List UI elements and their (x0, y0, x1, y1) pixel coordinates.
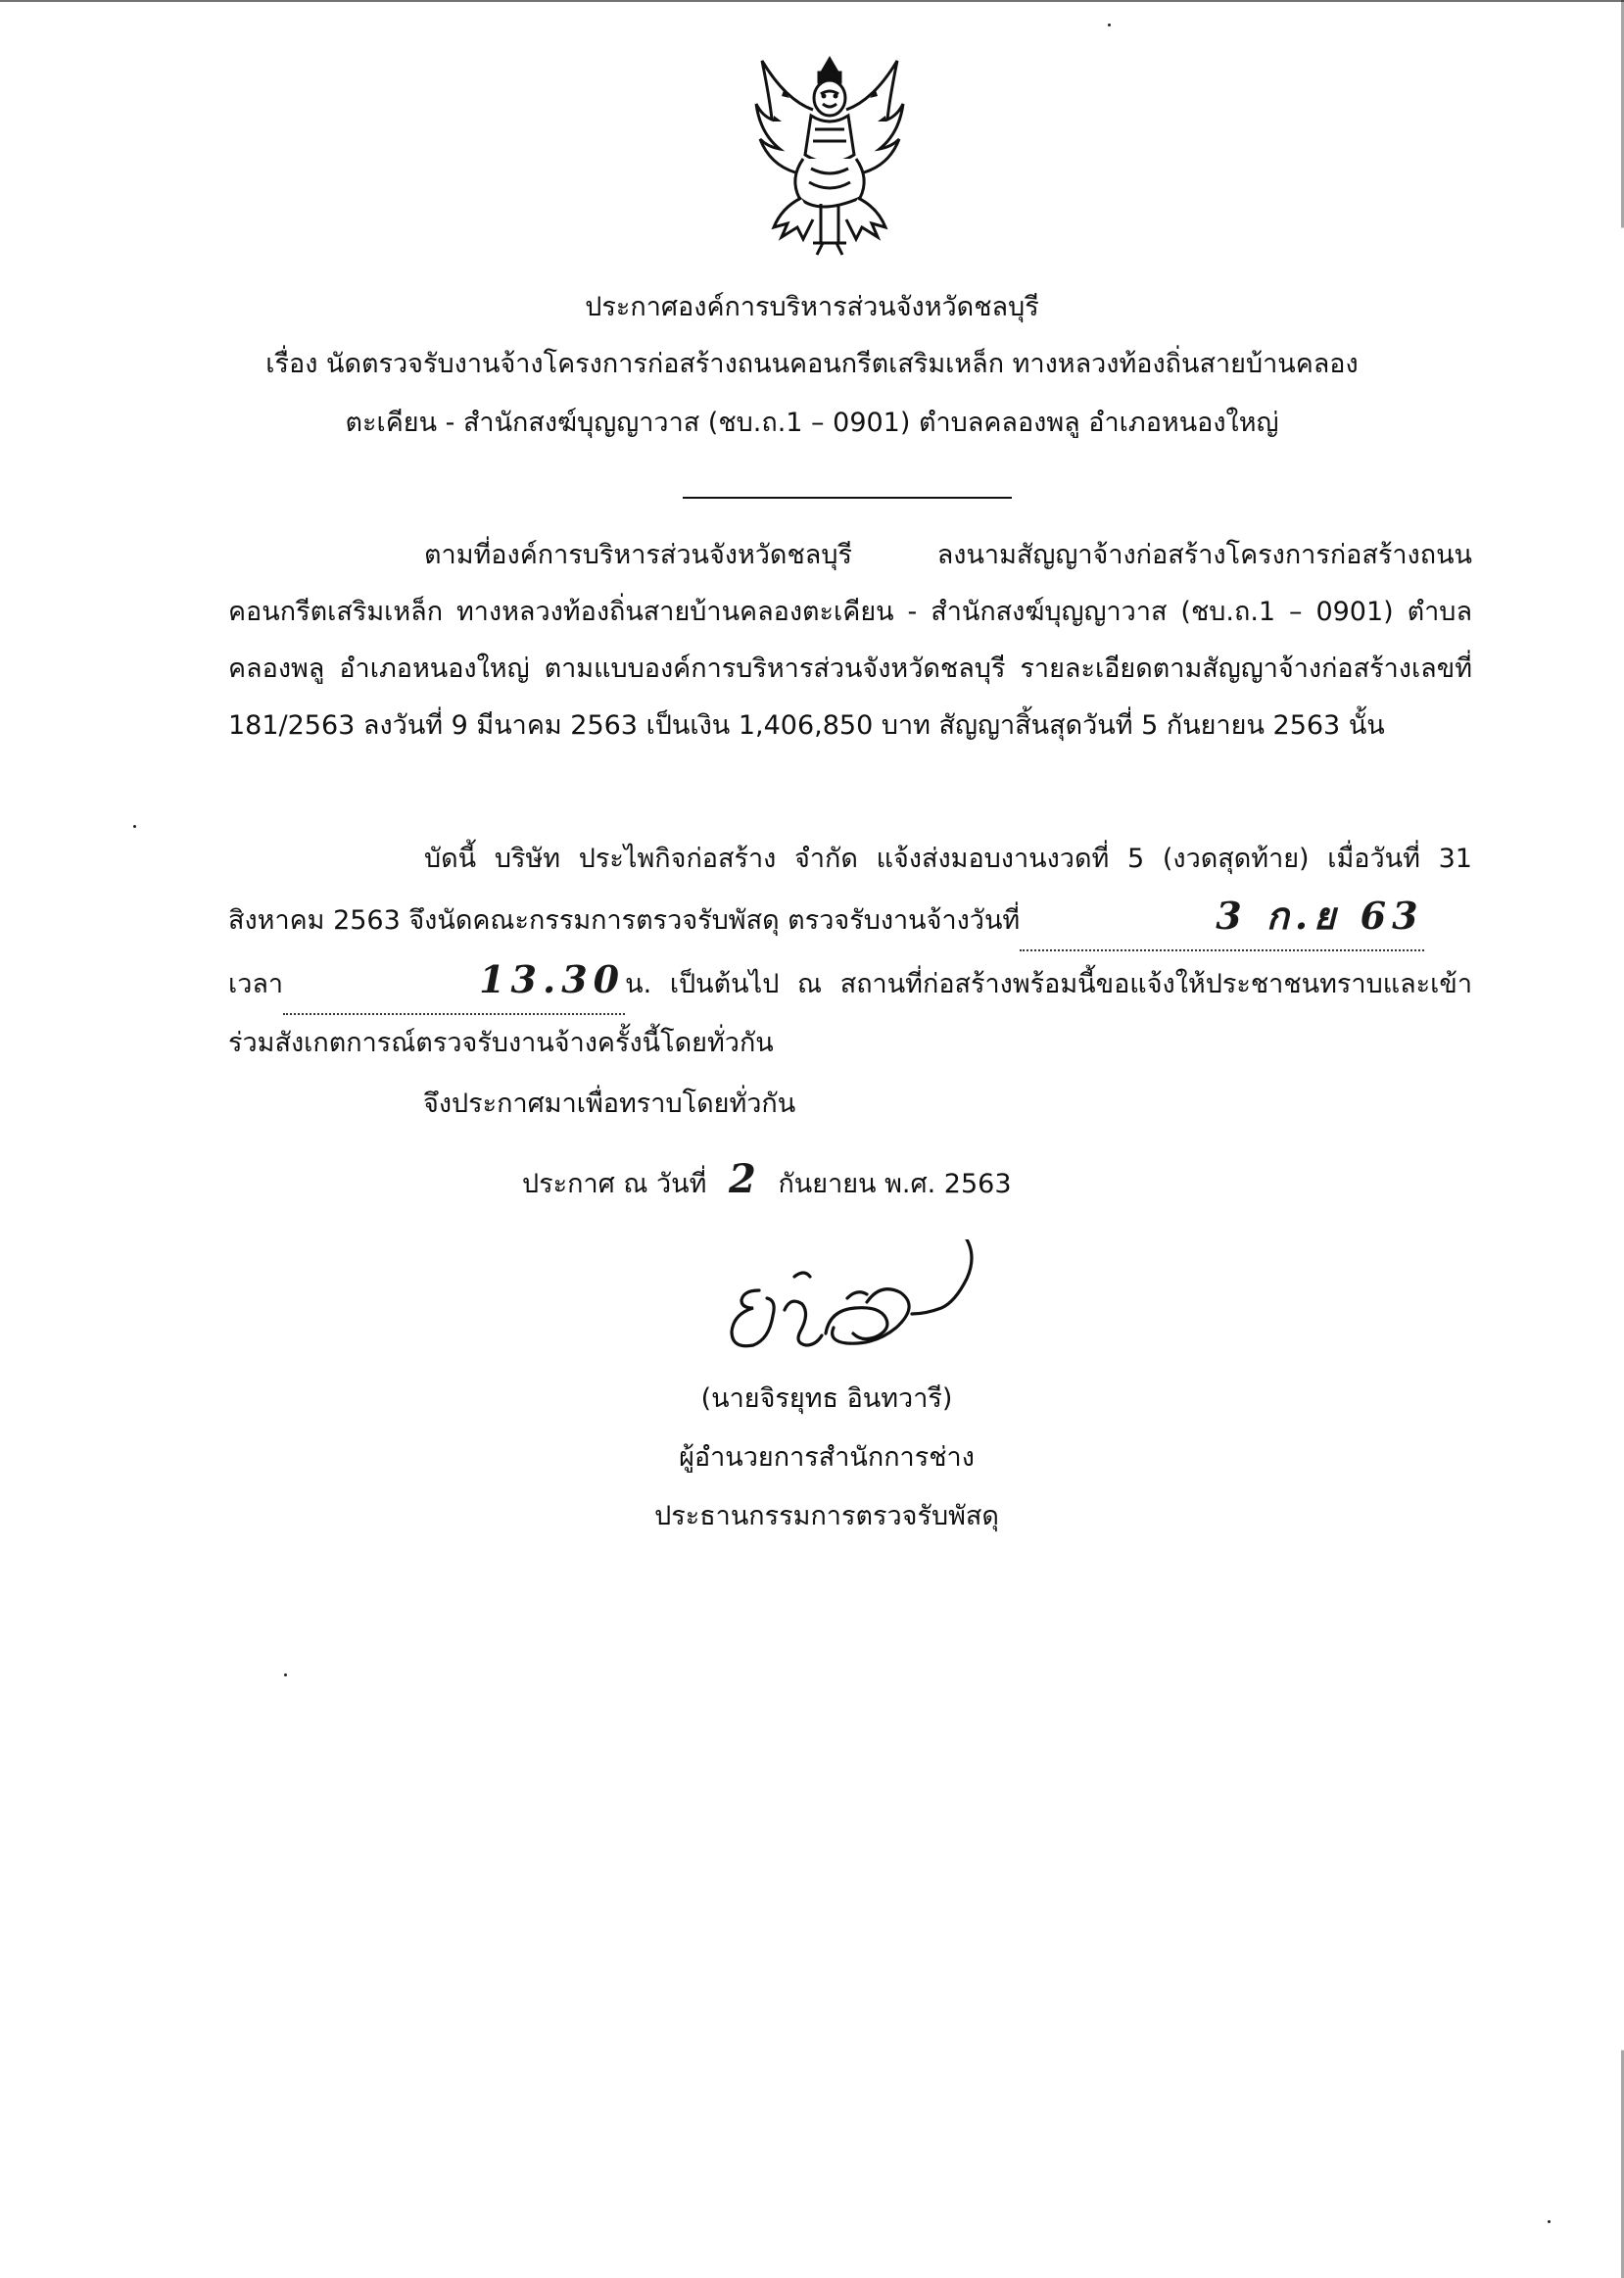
handwritten-signature (720, 1239, 999, 1377)
document-title: ประกาศองค์การบริหารส่วนจังหวัดชลบุรี (585, 292, 1039, 322)
announcement-date (522, 1156, 1012, 1204)
scan-border (0, 0, 1624, 2)
scan-speck (1108, 24, 1111, 26)
body-text: น. เป็นต้นไป ณ สถานที่ก่อสร้างพร้อมนี้ขอแจ้งให้ประชาชนทราบและเข้าร่วมสังเกตการณ์ตรวจรับงานจ้างครั้งนี้โดยทั่วกัน (228, 969, 1472, 1058)
body-paragraph (228, 831, 1472, 1072)
subject-line: ตะเคียน - สำนักสงฆ์บุญญาวาส (ชบ.ถ.1 – 0901) ตำบลคลองพลู อำเภอหนองใหญ่ (345, 408, 1279, 438)
body-paragraph: ตามที่องค์การบริหารส่วนจังหวัดชลบุรี ลงนามสัญญาจ้างก่อสร้างโครงการก่อสร้างถนนคอนกรีตเสริมเหล็ก ทางหลวงท้องถิ่นสายบ้านคลองตะเคียน - สำนักสงฆ์บุญญาวาส (ชบ.ถ.1 – 0901) ตำบลคลองพลู อำเภอหนองใหญ่ ตามแบบองค์การบริหารส่วนจังหวัดชลบุรี รายละเอียดตามสัญญาจ้างก่อสร้างเลขที่ 181/2563 ลงวันที่ 9 มีนาคม 2563 เป็นเงิน 1,406,850 บาท สัญญาสิ้นสุดวันที่ 5 กันยายน 2563 นั้น (228, 540, 1472, 741)
date-fill-field (1020, 888, 1423, 951)
closing-statement: จึงประกาศมาเพื่อทราบโดยทั่วกัน (423, 1089, 796, 1119)
scan-speck (1548, 2220, 1551, 2223)
scan-speck (133, 825, 136, 828)
handwritten-time: 13.30 (479, 957, 626, 1001)
subject-line: เรื่อง นัดตรวจรับงานจ้างโครงการก่อสร้างถนนคอนกรีตเสริมเหล็ก ทางหลวงท้องถิ่นสายบ้านคลอง (265, 349, 1359, 379)
body-text: บัดนี้ บริษัท ประไพกิจก่อสร้าง จำกัด แจ้งส่งมอบงานงวดที่ 5 (งวดสุดท้าย) เมื่อวันที่ 31 สิงหาคม 2563 จึงนัดคณะกรรมการตรวจรับพัสดุ ตรวจรับงานจ้างวันที่ (228, 844, 1472, 936)
title-divider (683, 497, 1012, 499)
signatory-position: ผู้อำนวยการสำนักการช่าง (679, 1442, 975, 1473)
signatory-name: (นายจิรยุทธ อินทวารี) (700, 1383, 953, 1414)
date-suffix: กันยายน พ.ศ. 2563 (778, 1169, 1012, 1199)
time-fill-field (283, 951, 625, 1015)
handwritten-date: 3 ก.ย 63 (1216, 894, 1424, 938)
body-text: เวลา (228, 969, 284, 999)
date-prefix: ประกาศ ณ วันที่ (522, 1169, 707, 1199)
garuda-emblem (744, 51, 916, 262)
scan-speck (284, 1673, 287, 1676)
handwritten-day: 2 (729, 1156, 756, 1202)
signatory-role: ประธานกรรมการตรวจรับพัสดุ (654, 1501, 999, 1531)
